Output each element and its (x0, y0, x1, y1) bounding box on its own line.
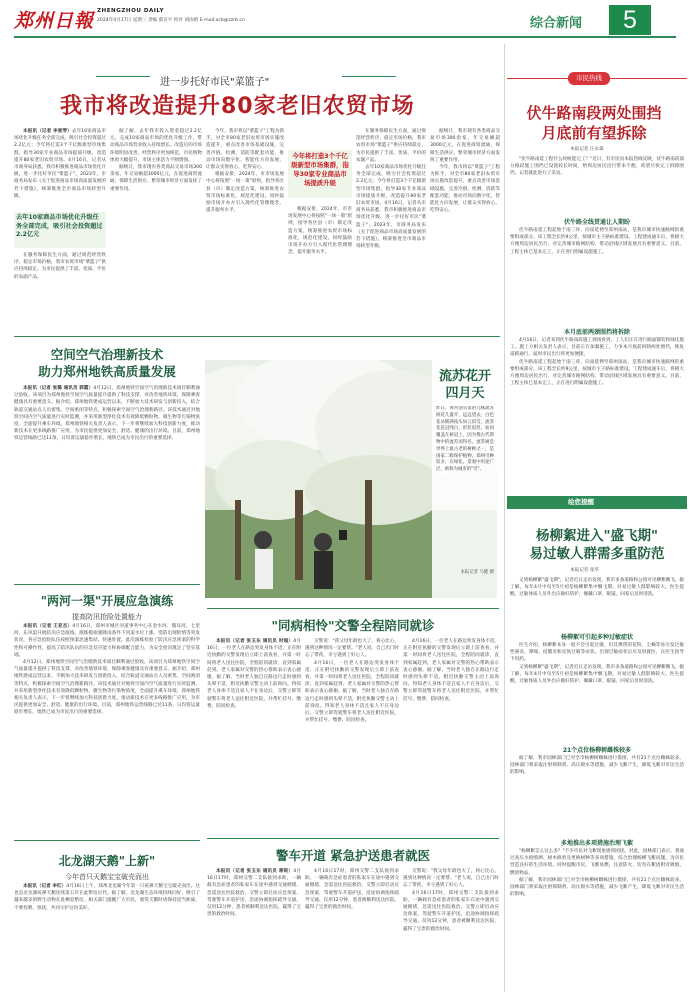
hotline-body2 (510, 337, 684, 492)
accompany-col2 (305, 638, 399, 834)
lead-col3 (206, 128, 284, 333)
lead-byline: 本报讯（记者 李爱琴） (23, 129, 72, 134)
police-headline: 警车开道 紧急护送患者就医 (275, 848, 431, 863)
flower-title (436, 368, 494, 402)
catkin-body3-text: 据了解，我市园林部门已对全市杨柳树雌株进行摸排，共有21个点位雌株较多。园林部门将采取注射抑制剂、高压喷水等措施，减少飞絮产生，降低飞絮对市民生活的影响。 (510, 756, 684, 776)
hotline-headline-line1: 伏牛路南段两处围挡 (526, 104, 662, 122)
catkin-body3 (510, 755, 684, 835)
accompany-col3 (403, 638, 499, 834)
drill-subhead: 提高防汛抢险处置能力 (72, 613, 142, 621)
catkin-body1-text: 又到杨柳絮"盛飞期"，记者近日走访发现，我市多条道路和公园可见柳絮飘飞。据了解，每年4月中旬至5月初是杨柳絮集中飘飞期，对易过敏人群影响较大。医生提醒，过敏体质人员外出应做好防护，佩戴口罩、眼镜，回家后及时清洗。 (510, 578, 684, 598)
flower-caption: 昨日，黄河迎宾馆的几株流苏树花儿盛开，远远望去，白色花朵铺满枝头如云似雪，流苏花花冠纯白，形状似丝，如同覆盖在树冠上，因为像古代饰物中的流苏而得名。流苏树是世界上最古老的树种之一，是国家二级保护植物，郑州引种较多，在绿化、景观中用途广泛，被称为城市的"雪"。 (436, 406, 494, 473)
dragon-subhead: 今年首只天鹅宝宝破壳而出 (65, 873, 149, 881)
divider (14, 584, 200, 585)
catkin-body4-text: "杨柳絮怎么这么多？"不少市民对飞絮现象感到困扰。对此，园林部门表示，将通过高压水枪喷洒、树木修剪及更换树种等多项措施，综合治理杨柳飞絮问题，为市民营造良好的生活环境。同时提醒市民，飞絮易燃，注意防火，切勿在絮团附近吸烟、燃放物品。 (510, 849, 684, 876)
lead-col6 (430, 128, 500, 333)
lead-col6b-text: 今年，我市将以"菜篮子"工程为抓手，对全市80家老旧农贸市场实施改造提升，重点改善市场基础设施，完善冷链、检测、消防等配套功能，推动市场向数字化、智能化方向发展，让群众买得放心、吃得安心。 (430, 165, 500, 214)
page-number: 5 (609, 5, 651, 35)
lead-callout: 今年将打造3个千亿级新型市场集群，指导30家专业商品市场提质升级 (291, 152, 349, 187)
catkin-sub2: 21个点位杨柳树雌株较多 (562, 747, 632, 754)
catkin-headline-line1: 杨柳絮进入"盛飞期" (535, 528, 659, 544)
lead-col3b-text: 根据安排，2024年，市市场发展中心将按照"一场一策"原则，指导各区县（市）制定改造方案，统筹推进农贸市场标准化、规范化建设。同时鼓励市场开办方引入现代化管理理念，提升服务水平。 (206, 172, 284, 214)
police-col1 (207, 868, 301, 992)
dragon-body-text: 4月16日上午，郑州北龙湖今年第一只疣鼻天鹅宝宝破壳而出。这也是北龙湖疣鼻天鹅连续第五年在此繁衍后代。据了解，北龙湖生态环境持续向好，吸引了越来越多的野生动物在此栖息繁衍。相关部门提醒广大市民，观赏天鹅时请保持适当距离，不要投喂、惊扰，共同守护这份美好。 (14, 884, 200, 911)
lead-kicker: 进一步托好市民"菜篮子" (160, 77, 270, 88)
issue-info: 2024年4月17日 星期三 责编 蔡宣宇 校对 胡雨晗 E-mail:xcb@zzrb.cn (97, 18, 245, 23)
drill-body-text2: 4月12日，郑州地铁空间空气治理新技术项目顺利通过验收。该项目为郑州地铁空间空气质量提升提供了科技支撑，对改善地铁环境、保障乘客健康具有重要意义。据介绍，郑州地铁建成运营以来，不断加大技术研发与创新投入，结合轨道交通站点人员密集、空间密闭等特点，积极探索空间空气治理新路径。该技术通过对地铁空间内空气质量进行实时监测，并采用新型净化技术有效降低颗粒物、微生物等污染物浓度，全面提升乘车环境。郑州地铁相关负责人表示，下一步将继续加大科技创新力度，推动新技术在更多线路推广应用，为市民提供更加安全、舒适、健康的出行环境。目前，郑州地铁运营线路已达11条，日均客运量稳步增长，地铁已成为市民出行的重要选择。 (14, 660, 200, 716)
hotline-headline-line2: 月底前有望拆除 (541, 124, 647, 142)
police-col3 (403, 868, 499, 992)
reminder-strip (507, 496, 687, 509)
lead-col1 (14, 128, 106, 208)
accompany-body4: 4月16日，一位老人在路边突发身体不适，正在附近执勤的交警发现后立即上前查看，并第一时间将老人送往医院，全程陪同就诊，直到家属赶到。老人家属对交警的热心帮助表示衷心感谢。据了解，当时老人独自在路边行走时感到头晕不适，附近执勤交警主动上前询问。得知老人身体不适且家人不在身边后，交警立即驾驶警车将老人送往附近医院，并帮忙挂号、缴费、陪同检查。 (403, 639, 499, 702)
hotline-body2b-text: 伏牛路南延工程起始于南三环，向南延伸至郑州南站，是我市城市快速路网的重要组成部分。该工程全长约9公里，按城市主干路标准建设。工程建成通车后，将极大方便周边居民出行，对完善城市路网结构、带动沿线区域发展具有重要意义。目前，工程主体已基本完工，正在进行附属设施施工。 (510, 359, 684, 387)
kicker-decoration (96, 76, 150, 80)
drill-headline: "两河一渠"开展应急演练 (40, 594, 174, 608)
drill-body-text: 4月16日，郑州市城区河道事务中心在金水河、熊耳河、七里河、东风渠开展防汛应急演练。演练模拟强降雨条件下河道水位上涨、堤防出现险情等突发状况，各应急抢险队伍按照预案迅速集结、快速处置。此次演练检验了防汛应急预案的科学性和可操作性，提高了防汛队伍的应急反应能力和协调配合能力，为安全度汛奠定了坚实基础。 (14, 624, 200, 658)
dragon-byline: 本报讯（记者 李红） (23, 884, 67, 889)
masthead-english: ZHENGZHOU DAILY (97, 8, 165, 14)
hotline-headline (506, 103, 682, 143)
accompany-col1 (207, 638, 301, 834)
lead-col5 (356, 128, 426, 333)
dragon-body (14, 883, 200, 991)
lead-col2 (110, 128, 202, 333)
dragon-headline: 北龙湖天鹅"上新" (58, 854, 156, 868)
hotline-sub1: 伏牛路全线贯通让人期盼 (563, 219, 630, 226)
hotline-sub2: 本月底前两颈围挡将拆除 (563, 329, 630, 336)
police-body3: 交警说："我父母年龄也大了，将心比心，遇到这种情况一定要帮。"老人说，自己出门时忘了带药，幸亏遇到了好心人。 (403, 869, 499, 889)
catkin-body2-text: 医生介绍，杨柳絮本身一般不会引起过敏，但其携带的花粉、尘螨等易引发过敏性鼻炎、哮喘、结膜炎和皮肤过敏等症状。出现过敏症状后应及时就医，在医生指导下用药。 (510, 643, 684, 663)
hotline-body1-text: 伏牛路南延工程起始于南三环，向南延伸至郑州南站，是我市城市快速路网的重要组成部分。该工程全长约9公里，按城市主干路标准建设。工程建成通车后，将极大方便周边居民出行，对完善城市路网结构、带动沿线区域发展具有重要意义。目前，工程主体已基本完工，正在进行附属设施施工。 (510, 228, 684, 255)
hotline-body2-text: 4月16日，记者来到伏牛路南段施工现场看到，工人们正在进行路面铺装和绿化施工。施工方相关负责人表示，目前正在加紧施工，力争本月底前拆除两处围挡，恢复道路通行，届时市民出行将更加便捷。 (510, 338, 684, 358)
catkin-headline (510, 527, 684, 563)
accompany-body: 4月16日，一位老人在路边突发身体不适，正在附近执勤的交警发现后立即上前查看，并第一时间将老人送往医院，全程陪同就诊，直到家属赶到。老人家属对交警的热心帮助表示衷心感谢。据了解，当时老人独自在路边行走时感到头晕不适，附近执勤交警主动上前询问。得知老人身体不适且家人不在身边后，交警立即驾驶警车将老人送往附近医院，并帮忙挂号、缴费、陪同检查。 (207, 639, 301, 709)
police-body2: 4月16日17时，郑州交警二支队接到求助，一辆载有急症患者的私家车在途中遇到交通拥堵，急需送往医院救治。交警立即启动应急预案，驾驶警车开道护送，沿途协调指挥疏导交通。仅用12分钟，患者被顺利送达医院，赢得了宝贵的救治时间。 (305, 869, 399, 911)
column-divider (504, 44, 505, 992)
flower-title-line1: 流苏花开 (438, 369, 491, 384)
lead-col5b-text: 去年10家商品市场优化升级任务全部完成，吸引社会投资超过2.2亿元；今年将打造3个千亿级新型市场集群，指导30家专业商品市场提质升级，改造提升80家老旧农贸市场。4月16日，记者从市商务局获悉，我市积极推进商品市场优化升级，进一步托好市民"菜篮子"。2023年，市商务局发布《关于促进商品市场高质量发展的若干措施》，统筹推进全市商品市场转型升级。 (356, 165, 426, 250)
reminder-tag: 绘您提醒 (568, 498, 594, 506)
catkin-sub1: 杨柳絮可引起多种过敏症状 (560, 634, 633, 641)
divider (14, 840, 200, 841)
police-byline: 本报讯（记者 张玉东 通讯员 蒋锐） (216, 869, 294, 874)
lead-col2-text: 据了解，去年我市投入资金超过2.2亿元，完成10家商品市场的优化升级工作，带动商品市场营业收入持续增长。改造后的市场环境明显改善，经营秩序更加规范，市民购物体验大幅提升，市场主体活力不断增强。 (110, 129, 202, 163)
police-body4: 4月16日17时，郑州交警二支队接到求助，一辆载有急症患者的私家车在途中遇到交通拥堵，急需送往医院救治。交警立即启动应急预案，驾驶警车开道护送，沿途协调指挥疏导交通。仅用12分钟，患者被顺利送达医院，赢得了宝贵的救治时间。 (403, 890, 499, 932)
catkin-body2 (510, 642, 684, 742)
lead-col1b (14, 252, 106, 332)
lead-headline: 我市将改造提升80家老旧农贸市场 (60, 94, 415, 119)
catkin-body2b-text: 又到杨柳絮"盛飞期"，记者近日走访发现，我市多条道路和公园可见柳絮飘飞。据了解，每年4月中旬至5月初是杨柳絮集中飘飞期，对易过敏人群影响较大。医生提醒，过敏体质人员外出应做好防护，佩戴口罩、眼镜，回家后及时清洗。 (510, 664, 684, 685)
lead-col5-text: 在服务保障民生方面，通过规范经营秩序、稳定市场价格，我市农贸市场"菜篮子"供应持续稳定，为市民提供了丰富、优质、平价的农副产品。 (356, 129, 426, 163)
air-byline: 本报讯（记者 张璐 通讯员 郭霞） (23, 386, 94, 391)
accompany-body3: 4月16日，一位老人在路边突发身体不适，正在附近执勤的交警发现后立即上前查看，并第一时间将老人送往医院，全程陪同就诊，直到家属赶到。老人家属对交警的热心帮助表示衷心感谢。据了解，当时老人独自在路边行走时感到头晕不适，附近执勤交警主动上前询问。得知老人身体不适且家人不在身边后，交警立即驾驶警车将老人送往附近医院，并帮忙挂号、缴费、陪同检查。 (305, 660, 399, 724)
accompany-byline: 本报讯（记者 张玉东 通讯员 时超） (216, 639, 294, 644)
air-headline-line2: 助力郑州地铁高质量发展 (38, 364, 176, 379)
hotline-intro (510, 156, 684, 214)
catkin-body4b-text: 据了解，我市园林部门已对全市杨柳树雌株进行摸排，共有21个点位雌株较多。园林部门将采取注射抑制剂、高压喷水等措施，减少飞絮产生，降低飞絮对市民生活的影响。 (510, 877, 684, 898)
flower-credit: 本报记者 马健 摄 (460, 570, 494, 575)
lead-col4-text: 根据安排，2024年，市市场发展中心将按照"一场一策"原则，指导各区县（市）制定改造方案，统筹推进农贸市场标准化、规范化建设。同时鼓励市场开办方引入现代化管理理念，提升服务水平。 (288, 207, 352, 256)
lead-col3-text: 今年，我市将以"菜篮子"工程为抓手，对全市80家老旧农贸市场实施改造提升，重点改善市场基础设施，完善冷链、检测、消防等配套功能，推动市场向数字化、智能化方向发展，让群众买得放心、吃得安心。 (206, 129, 284, 171)
divider (207, 838, 499, 839)
catkin-sub3: 多地推出多项措施治理飞絮 (560, 840, 633, 847)
police-col2 (305, 868, 399, 992)
lead-subhead: 去年10家商品市场优化升级任务全部完成，吸引社会投资超过2.2亿元 (16, 214, 103, 238)
catkin-body1 (510, 577, 684, 629)
divider (14, 336, 500, 337)
accompany-headline: "同病相怜"交警全程陪同就诊 (271, 618, 435, 633)
accompany-body2: 交警说："我父母年龄也大了，将心比心，遇到这种情况一定要帮。"老人说，自己出门时忘了带药，幸亏遇到了好心人。 (305, 639, 399, 659)
drill-byline: 本报讯（记者 王亚杰） (23, 624, 73, 629)
dragon-header (14, 852, 200, 882)
lead-subhead-box (14, 212, 106, 248)
air-body (14, 385, 200, 580)
divider (207, 608, 499, 609)
catkin-body4 (510, 848, 684, 992)
flower-caption-box (432, 360, 498, 598)
lead-col1b-text: 在服务保障民生方面，通过规范经营秩序、稳定市场价格，我市农贸市场"菜篮子"供应持续稳定，为市民提供了丰富、优质、平价的农副产品。 (14, 253, 106, 280)
lead-col6-text: 据统计，我市现有各类商品交易市场300余家，年交易额超3000亿元，在促进商贸流通、保障生活供应、繁荣城市经济方面发挥了重要作用。 (430, 129, 500, 163)
section-title: 综合新闻 (530, 16, 583, 31)
police-body: 4月16日17时，郑州交警二支队接到求助，一辆载有急症患者的私家车在途中遇到交通拥堵，急需送往医院救治。交警立即启动应急预案，驾驶警车开道护送，沿途协调指挥疏导交通。仅用12分钟，患者被顺利送达医院，赢得了宝贵的救治时间。 (207, 869, 301, 918)
air-headline-line1: 空间空气治理新技术 (50, 347, 164, 362)
catkin-headline-line2: 易过敏人群需多重防范 (529, 546, 665, 562)
header-rule (14, 36, 676, 38)
lead-col2b-text: 据统计，我市现有各类商品交易市场300余家，年交易额超3000亿元，在促进商贸流通、保障生活供应、繁荣城市经济方面发挥了重要作用。 (110, 165, 202, 192)
hotline-byline: 本报记者 汪永森 (570, 147, 604, 152)
masthead-logo: 郑州日報 (14, 10, 95, 32)
air-headline (14, 346, 200, 380)
flower-title-line2: 四月天 (445, 386, 485, 401)
lead-col1-text: 去年10家商品市场优化升级任务全部完成，吸引社会投资超过2.2亿元；今年将打造3个千亿级新型市场集群，指导30家专业商品市场提质升级，改造提升80家老旧农贸市场。4月16日，记者从市商务局获悉，我市积极推进商品市场优化升级，进一步托好市民"菜篮子"。2023年，市商务局发布《关于促进商品市场高质量发展的若干措施》，统筹推进全市商品市场转型升级。 (14, 129, 106, 199)
hotline-intro-text: "伏牛路南延工程什么时候能完工？"近日，有市民向本报热线反映，伏牛路南段部分路段施工围挡已设置较长时间，给周边居民出行带来不便，希望尽快完工拆除围挡。记者就此进行了采访。 (510, 157, 684, 177)
air-body-text: 4月12日，郑州地铁空间空气治理新技术项目顺利通过验收。该项目为郑州地铁空间空气质量提升提供了科技支撑，对改善地铁环境、保障乘客健康具有重要意义。据介绍，郑州地铁建成运营以来，不断加大技术研发与创新投入，结合轨道交通站点人员密集、空间密闭等特点，积极探索空间空气治理新路径。该技术通过对地铁空间内空气质量进行实时监测，并采用新型净化技术有效降低颗粒物、微生物等污染物浓度，全面提升乘车环境。郑州地铁相关负责人表示，下一步将继续加大科技创新力度，推动新技术在更多线路推广应用，为市民提供更加安全、舒适、健康的出行环境。目前，郑州地铁运营线路已达11条，日均客运量稳步增长，地铁已成为市民出行的重要选择。 (14, 386, 200, 442)
hotline-tag: 市民热线 (568, 72, 610, 85)
drill-header (14, 592, 200, 622)
catkin-byline: 本报记者 张华 (570, 568, 600, 573)
lead-col4 (288, 206, 352, 333)
kicker-decoration (342, 76, 396, 80)
lead-callout-box (288, 150, 352, 198)
hotline-body1 (510, 227, 684, 324)
drill-body (14, 623, 200, 836)
